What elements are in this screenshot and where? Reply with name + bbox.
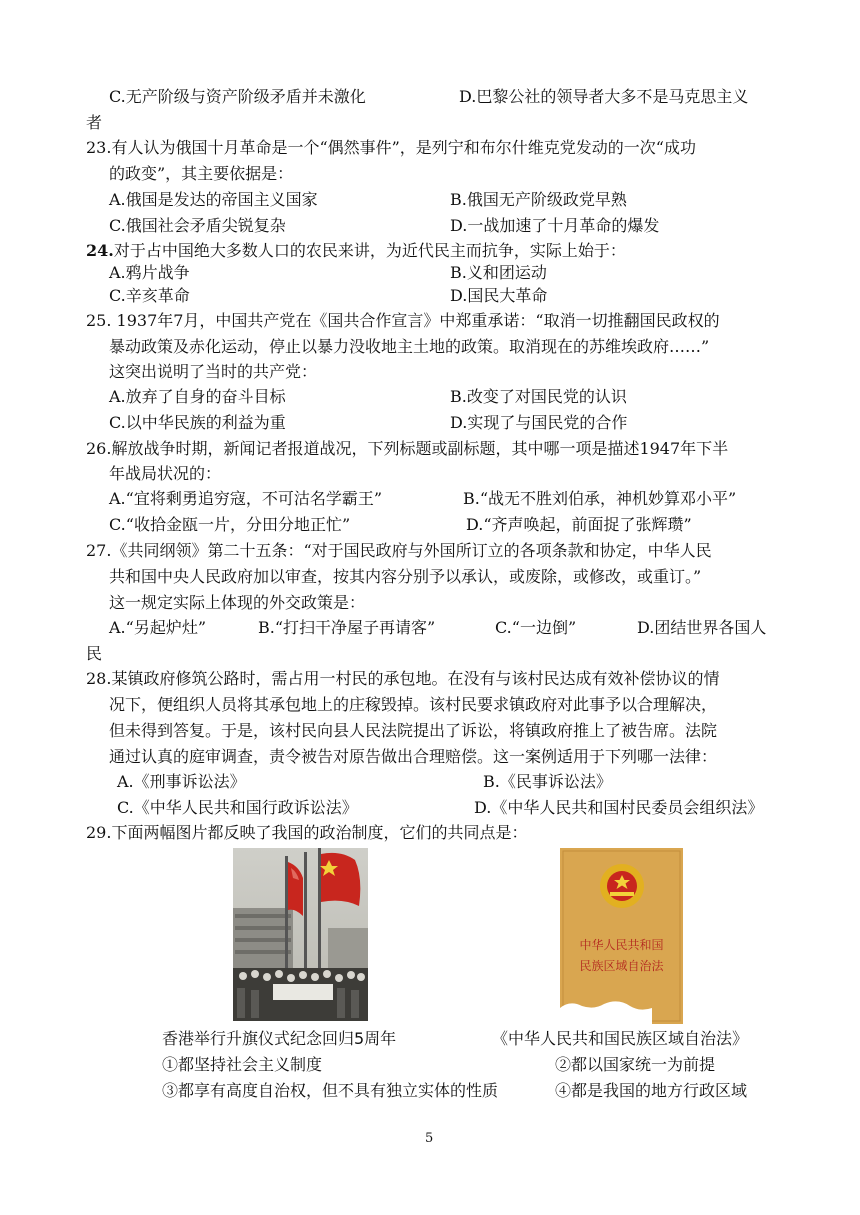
q27-stem-line2: 共和国中央人民政府加以审查，按其内容分别予以承认，或废除，或修改，或重订。” — [109, 567, 702, 586]
q28-option-a: A.《刑事诉讼法》 — [117, 772, 246, 791]
q28-stem-line4: 通过认真的庭审调查，责令被告对原告做出合理赔偿。这一案例适用于下列哪一法律： — [109, 747, 718, 766]
q28-option-d: D.《中华人民共和国村民委员会组织法》 — [474, 798, 764, 817]
autonomy-law-book-photo — [560, 848, 683, 1024]
q25-option-d: D.实现了与国民党的合作 — [450, 413, 628, 432]
flag-raising-photo — [233, 848, 368, 1021]
q25-option-b: B.改变了对国民党的认识 — [450, 387, 627, 406]
q28-stem-line3: 但未得到答复。于是，该村民向县人民法院提出了诉讼，将镇政府推上了被告席。法院 — [109, 721, 718, 740]
q24-number: 24. — [86, 241, 114, 260]
q23-option-c: C.俄国社会矛盾尖锐复杂 — [109, 216, 286, 235]
q22-option-d: D.巴黎公社的领导者大多不是马克思主义 — [459, 87, 749, 106]
q26-option-c: C.“收拾金瓯一片，分田分地正忙” — [109, 515, 351, 534]
q29-option-1: ①都坚持社会主义制度 — [162, 1055, 323, 1074]
q28-stem-line1: 28.某镇政府修筑公路时，需占用一村民的承包地。在没有与该村民达成有效补偿协议的情 — [86, 669, 720, 688]
q24-option-c: C.辛亥革命 — [109, 286, 190, 305]
q25-stem-line2: 暴动政策及赤化运动，停止以暴力没收地主土地的政策。取消现在的苏维埃政府……” — [109, 337, 710, 356]
q26-option-d: D.“齐声唤起，前面捉了张辉瓒” — [466, 515, 692, 534]
q29-option-3: ③都享有高度自治权，但不具有独立实体的性质 — [162, 1081, 499, 1100]
q23-option-a: A.俄国是发达的帝国主义国家 — [109, 190, 318, 209]
q23-stem-line1: 23.有人认为俄国十月革命是一个“偶然事件”，是列宁和布尔什维克党发动的一次“成功 — [86, 138, 696, 157]
q23-option-d: D.一战加速了十月革命的爆发 — [450, 216, 660, 235]
q29-stem: 29.下面两幅图片都反映了我国的政治制度，它们的共同点是： — [86, 823, 528, 842]
q27-option-d: D.团结世界各国人 — [637, 618, 767, 637]
q26-option-b: B.“战无不胜刘伯承，神机妙算邓小平” — [463, 489, 737, 508]
q26-stem-line1: 26.解放战争时期，新闻记者报道战况，下列标题或副标题，其中哪一项是描述1947年下半 — [86, 439, 729, 458]
q29-option-2: ②都以国家统一为前提 — [555, 1055, 716, 1074]
q24-option-a: A.鸦片战争 — [109, 263, 190, 282]
q28-option-c: C.《中华人民共和国行政诉讼法》 — [117, 798, 358, 817]
q24-option-d: D.国民大革命 — [450, 286, 548, 305]
q24-option-b: B.义和团运动 — [450, 263, 547, 282]
q27-option-c: C.“一边倒” — [495, 618, 577, 637]
q23-option-b: B.俄国无产阶级政党早熟 — [450, 190, 627, 209]
book-title-line2: 民族区域自治法 — [579, 959, 664, 973]
q23-stem-line2: 的政变”，其主要依据是： — [109, 164, 294, 183]
caption-left: 香港举行升旗仪式纪念回归5周年 — [162, 1029, 397, 1048]
page-number: 5 — [425, 1131, 434, 1146]
q24-stem — [86, 240, 626, 262]
q22-option-c: C.无产阶级与资产阶级矛盾并未激化 — [109, 87, 366, 106]
q27-stem-line3: 这一规定实际上体现的外交政策是： — [109, 593, 366, 612]
q24-stem-text: 对于占中国绝大多数人口的农民来讲，为近代民主而抗争，实际上始于： — [113, 241, 626, 260]
q28-option-b: B.《民事诉讼法》 — [483, 772, 612, 791]
q26-stem-line2: 年战局状况的： — [109, 464, 222, 483]
caption-right: 《中华人民共和国民族区域自治法》 — [492, 1029, 749, 1048]
q25-stem-line1: 25. 1937年7月，中国共产党在《国共合作宣言》中郑重承诺：“取消一切推翻国民政权的 — [86, 311, 720, 330]
q25-option-a: A.放弃了自身的奋斗目标 — [109, 387, 286, 406]
q27-option-a: A.“另起炉灶” — [109, 618, 207, 637]
q25-stem-line3: 这突出说明了当时的共产党： — [109, 362, 318, 381]
q26-option-a: A.“宜将剩勇追穷寇，不可沽名学霸王” — [109, 489, 383, 508]
q27-option-d-continued: 民 — [86, 644, 103, 663]
q27-option-b: B.“打扫干净屋子再请客” — [258, 618, 436, 637]
q27-stem-line1: 27.《共同纲领》第二十五条：“对于国民政府与外国所订立的各项条款和协定，中华人民 — [86, 541, 712, 560]
q29-option-4: ④都是我国的地方行政区域 — [555, 1081, 748, 1100]
q28-stem-line2: 况下，便组织人员将其承包地上的庄稼毁掉。该村民要求镇政府对此事予以合理解决， — [109, 695, 718, 714]
q25-option-c: C.以中华民族的利益为重 — [109, 413, 286, 432]
q22-option-d-continued: 者 — [86, 113, 103, 132]
book-title-line1: 中华人民共和国 — [579, 938, 664, 952]
